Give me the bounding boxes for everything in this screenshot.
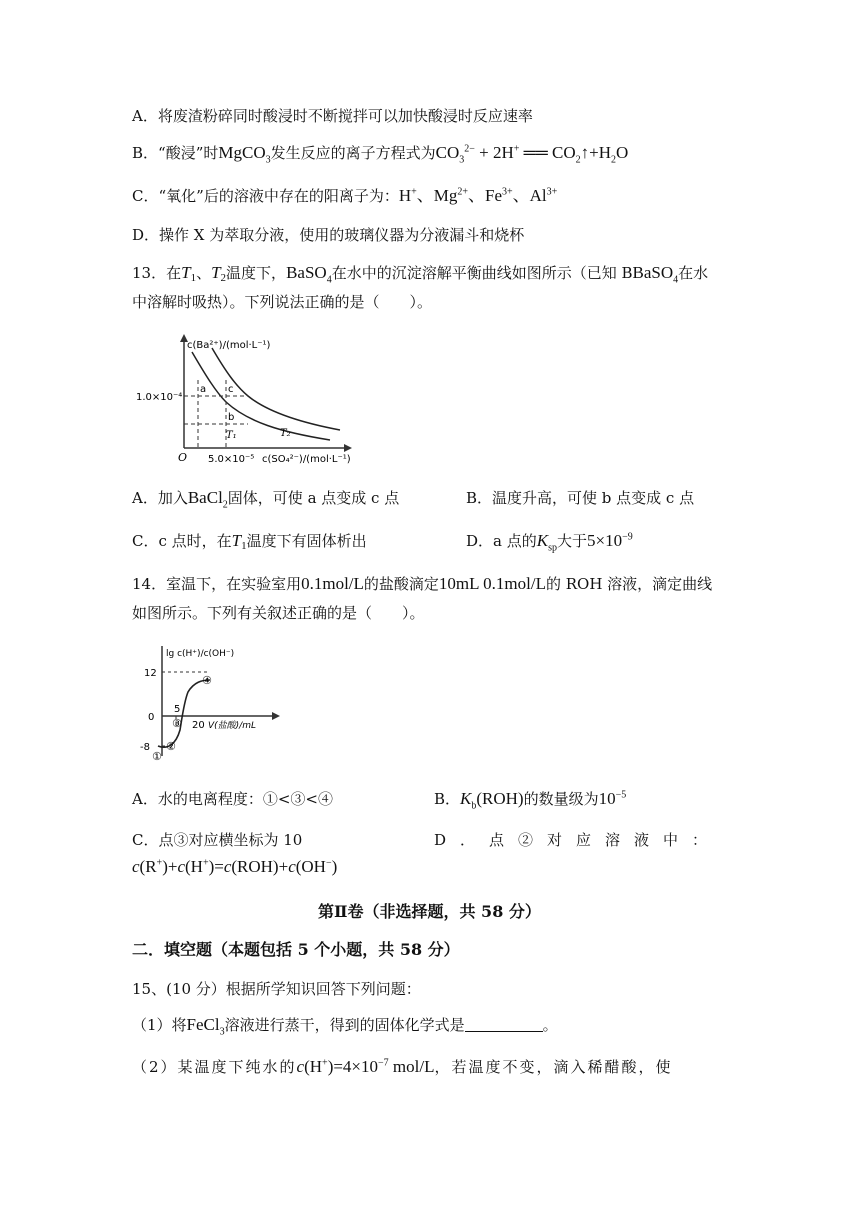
q13-solubility-figure — [130, 330, 362, 470]
q14-y-axis-label: lg c(H⁺)/c(OH⁻) — [166, 649, 235, 659]
q13-y-axis-label: c(Ba²⁺)/(mol·L⁻¹) — [187, 340, 271, 351]
q14-point-1: ① — [152, 750, 162, 762]
q13-label-t2: T₂ — [280, 428, 291, 439]
q13-point-a: a — [200, 384, 207, 395]
q12-option-a: A．将废渣粉碎同时酸浸时不断搅拌可以加快酸浸时反应速率 — [132, 107, 533, 125]
q14-point-2: ② — [166, 740, 176, 753]
x-axis-arrow — [272, 712, 280, 720]
q13-label-t1: T₁ — [226, 430, 237, 441]
q13-point-c: c — [228, 384, 234, 395]
q14-y-tick-0: 0 — [148, 712, 155, 723]
q14-y-tick-12: 12 — [144, 668, 157, 679]
q13-option-a: A．加入BaCl$_2$固体，可使 a 点变成 c 点 — [132, 488, 400, 511]
q14-point-4: ④ — [202, 674, 212, 687]
q13-figure-svg — [130, 330, 362, 470]
q13-x-tick: 5.0×10⁻⁵ — [208, 454, 255, 465]
q14-option-d: D．点②对应溶液中： — [434, 831, 722, 849]
q14-option-a: A．水的电离程度：①<③<④ — [132, 790, 333, 808]
q14-x-tick-5: 5 — [174, 704, 181, 715]
q14-stem-line1: 14．室温下，在实验室用0.1mol/L的盐酸滴定10mL 0.1mol/L的 ROH 溶液，滴定曲线 — [132, 574, 713, 593]
q14-x-tick-20: 20 — [192, 720, 205, 731]
q13-origin: O — [178, 451, 188, 464]
q13-option-b: B．温度升高，可使 b 点变成 c 点 — [466, 489, 695, 507]
titration-curve — [158, 680, 210, 747]
q14-point-3: ③ — [172, 717, 182, 730]
q15-part1: （1）将FeCl$_3$溶液进行蒸干，得到的固体化学式是 。 — [132, 1015, 558, 1038]
q13-stem-line2: 中溶解时吸热）。下列说法正确的是（ ）。 — [132, 293, 433, 311]
q13-point-b: b — [228, 412, 235, 423]
q15-part2: （2）某温度下纯水的$c(H^+)=4\times 10^{-7}$ mol/L，若温度不变，滴入稀醋酸，使 — [132, 1057, 673, 1076]
q14-titration-figure — [132, 638, 282, 762]
q12-option-b: B．“酸浸”时MgCO$_3$发生反应的离子方程式为$CO_3^{2-} + 2H^+$ ══ $CO_2↑+H_2O$ — [132, 143, 629, 166]
q12-option-c: C．“氧化”后的溶液中存在的阳离子为：H+、$Mg^{2+}$、$Fe^{3+}$、$Al^{3+}$ — [132, 186, 558, 205]
q14-option-b: B．$K_b(ROH)$的数量级为$10^{-5}$ — [434, 789, 627, 812]
q13-option-c: C．c 点时，在$T_1$温度下有固体析出 — [132, 531, 367, 552]
q14-y-tick-minus8: -8 — [140, 742, 150, 753]
q12-option-d: D．操作 X 为萃取分液，使用的玻璃仪器为分液漏斗和烧杯 — [132, 226, 525, 244]
q14-x-axis-label: V(盐酸)/mL — [208, 721, 256, 731]
q13-y-tick: 1.0×10⁻⁴ — [136, 392, 183, 403]
section-title: 第Ⅱ卷（非选择题，共 58 分） — [318, 902, 541, 921]
q13-stem-line1: 13．在$T_1$、$T_2$温度下，BaSO$_4$在水中的沉淀溶解平衡曲线如图所示（已知 BBaSO$_4$在水 — [132, 263, 709, 286]
q14-figure-svg — [132, 638, 282, 762]
q15-stem: 15、(10 分）根据所学知识回答下列问题： — [132, 980, 421, 998]
q13-x-axis-label: c(SO₄²⁻)/(mol·L⁻¹) — [262, 454, 351, 465]
x-axis-arrow — [344, 444, 352, 452]
q13-option-d: D．a 点的$K_{sp}$大于$5\times 10^{-9}$ — [466, 531, 633, 554]
q14-stem-line2: 如图所示。下列有关叙述正确的是（ ）。 — [132, 604, 425, 622]
part-title: 二．填空题（本题包括 5 个小题，共 58 分） — [132, 940, 460, 959]
q14-option-d-formula: c(R+)+c(H+)=c(ROH)+c(OH−) — [132, 857, 338, 876]
q14-option-c: C．点③对应横坐标为 10 — [132, 831, 303, 849]
answer-blank[interactable] — [465, 1017, 543, 1032]
